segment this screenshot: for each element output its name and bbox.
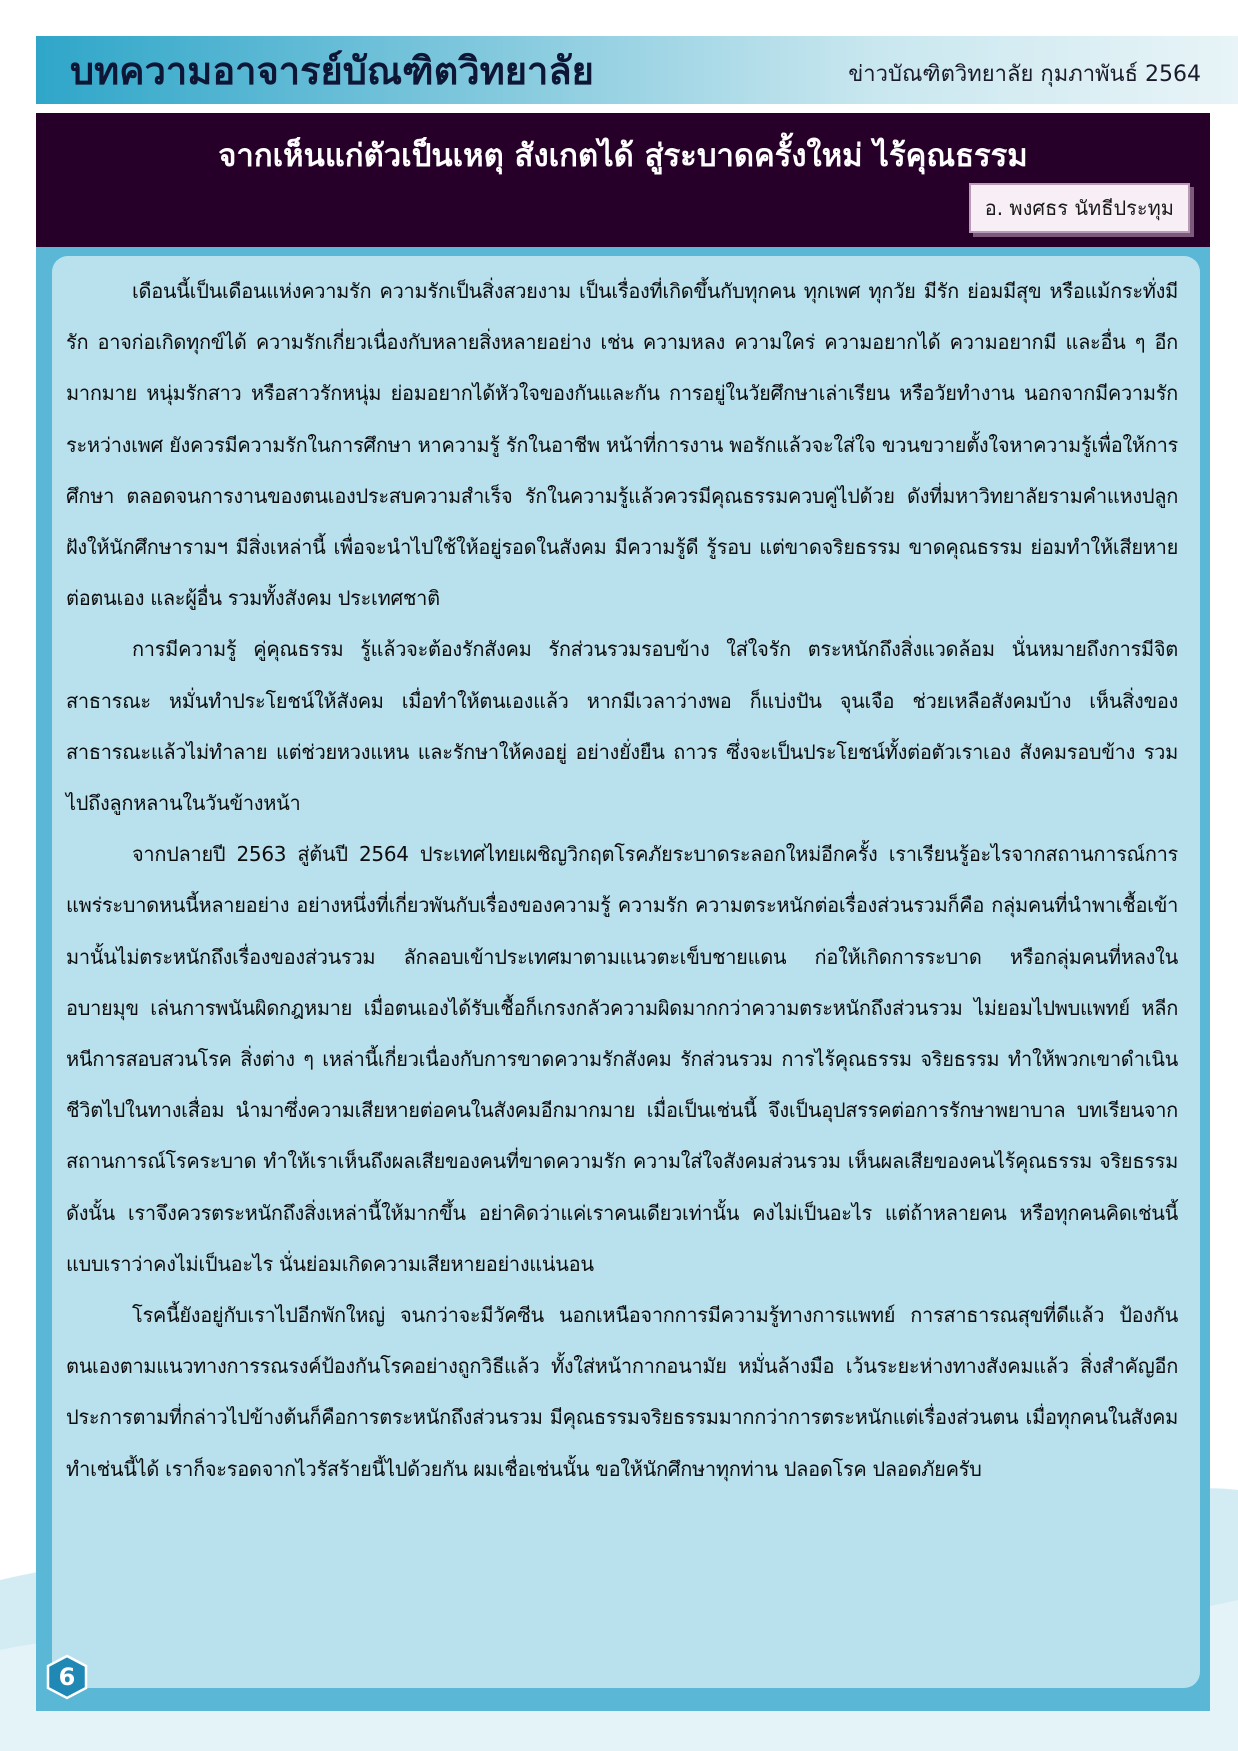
section-title: บทความอาจารย์บัณฑิตวิทยาลัย xyxy=(70,49,594,93)
paragraph: จากปลายปี 2563 สู่ต้นปี 2564 ประเทศไทยเผชิญวิกฤตโรคภัยระบาดระลอกใหม่อีกครั้ง เราเรียนรู้อะไรจากสถานการณ์การแพร่ระบาดหนนี้หลายอย่าง อย่างหนึ่งที่เกี่ยวพันกับเรื่องของความรู้ ความรัก ความตระหนักต่อเรื่องส่วนรวมก็คือ กลุ่มคนที่นำพาเชื้อเข้ามานั้นไม่ตระหนักถึงเรื่องของส่วนรวม ลักลอบเข้าประเทศมาตามแนวตะเข็บชายแดน ก่อให้เกิดการระบาด หรือกลุ่มคนที่หลงในอบายมุข เล่นการพนันผิดกฎหมาย เมื่อตนเองได้รับเชื้อก็เกรงกลัวความผิดมากกว่าความตระหนักถึงส่วนรวม ไม่ยอมไปพบแพทย์ หลีกหนีการสอบสวนโรค สิ่งต่าง ๆ เหล่านี้เกี่ยวเนื่องกับการขาดความรักสังคม รักส่วนรวม การไร้คุณธรรม จริยธรรม ทำให้พวกเขาดำเนินชีวิตไปในทางเสื่อม นำมาซึ่งความเสียหายต่อคนในสังคมอีกมากมาย เมื่อเป็นเช่นนี้ จึงเป็นอุปสรรคต่อการรักษาพยาบาล บทเรียนจากสถานการณ์โรคระบาด ทำให้เราเห็นถึงผลเสียของคนที่ขาดความรัก ความใส่ใจสังคมส่วนรวม เห็นผลเสียของคนไร้คุณธรรม จริยธรรม ดังนั้น เราจึงควรตระหนักถึงสิ่งเหล่านี้ให้มากขึ้น อย่าคิดว่าแค่เราคนเดียวเท่านั้น คงไม่เป็นอะไร แต่ถ้าหลายคน หรือทุกคนคิดเช่นนี้แบบเราว่าคงไม่เป็นอะไร นั่นย่อมเกิดความเสียหายอย่างแน่นอน xyxy=(66,842,1178,1276)
issue-label: ข่าวบัณฑิตวิทยาลัย กุมภาพันธ์ 2564 xyxy=(848,62,1201,87)
author-name: อ. พงศธร นัทธีประทุม xyxy=(969,183,1190,233)
paragraph: เดือนนี้เป็นเดือนแห่งความรัก ความรักเป็นสิ่งสวยงาม เป็นเรื่องที่เกิดขึ้นกับทุกคน ทุกเพศ ทุกวัย มีรัก ย่อมมีสุข หรือแม้กระทั่งมีรัก อาจก่อเกิดทุกข์ได้ ความรักเกี่ยวเนื่องกับหลายสิ่งหลายอย่าง เช่น ความหลง ความใคร่ ความอยากได้ ความอยากมี และอื่น ๆ อีกมากมาย หนุ่มรักสาว หรือสาวรักหนุ่ม ย่อมอยากได้หัวใจของกันและกัน การอยู่ในวัยศึกษาเล่าเรียน หรือวัยทำงาน นอกจากมีความรักระหว่างเพศ ยังควรมีความรักในการศึกษา หาความรู้ รักในอาชีพ หน้าที่การงาน พอรักแล้วจะใส่ใจ ขวนขวายตั้งใจหาความรู้เพื่อให้การศึกษา ตลอดจนการงานของตนเองประสบความสำเร็จ รักในความรู้แล้วควรมีคุณธรรมควบคู่ไปด้วย ดังที่มหาวิทยาลัยรามคำแหงปลูกฝังให้นักศึกษารามฯ มีสิ่งเหล่านี้ เพื่อจะนำไปใช้ให้อยู่รอดในสังคม มีความรู้ดี รู้รอบ แต่ขาดจริยธรรม ขาดคุณธรรม ย่อมทำให้เสียหายต่อตนเอง และผู้อื่น รวมทั้งสังคม ประเทศชาติ xyxy=(66,279,1178,611)
page-number: 6 xyxy=(58,1663,76,1691)
paragraph: การมีความรู้ คู่คุณธรรม รู้แล้วจะต้องรักสังคม รักส่วนรวมรอบข้าง ใส่ใจรัก ตระหนักถึงสิ่งแวดล้อม นั่นหมายถึงการมีจิตสาธารณะ หมั่นทำประโยชน์ให้สังคม เมื่อทำให้ตนเองแล้ว หากมีเวลาว่างพอ ก็แบ่งปัน จุนเจือ ช่วยเหลือสังคมบ้าง เห็นสิ่งของสาธารณะแล้วไม่ทำลาย แต่ช่วยหวงแหน และรักษาให้คงอยู่ อย่างยั่งยืน ถาวร ซึ่งจะเป็นประโยชน์ทั้งต่อตัวเราเอง สังคมรอบข้าง รวมไปถึงลูกหลานในวันข้างหน้า xyxy=(66,637,1178,816)
paragraph: โรคนี้ยังอยู่กับเราไปอีกพักใหญ่ จนกว่าจะมีวัคซีน นอกเหนือจากการมีความรู้ทางการแพทย์ การสาธารณสุขที่ดีแล้ว ป้องกันตนเองตามแนวทางการรณรงค์ป้องกันโรคอย่างถูกวิธีแล้ว ทั้งใส่หน้ากากอนามัย หมั่นล้างมือ เว้นระยะห่างทางสังคมแล้ว สิ่งสำคัญอีกประการตามที่กล่าวไปข้างต้นก็คือการตระหนักถึงส่วนรวม มีคุณธรรมจริยธรรมมากกว่าการตระหนักแต่เรื่องส่วนตน เมื่อทุกคนในสังคมทำเช่นนี้ได้ เราก็จะรอดจากไวรัสร้ายนี้ไปด้วยกัน ผมเชื่อเช่นนั้น ขอให้นักศึกษาทุกท่าน ปลอดโรค ปลอดภัยครับ xyxy=(66,1303,1178,1481)
article-title: จากเห็นแก่ตัวเป็นเหตุ สังเกตได้ สู่ระบาดครั้งใหม่ ไร้คุณธรรม xyxy=(218,138,1028,174)
article-body xyxy=(66,266,1178,1495)
page-number-badge xyxy=(44,1654,90,1700)
